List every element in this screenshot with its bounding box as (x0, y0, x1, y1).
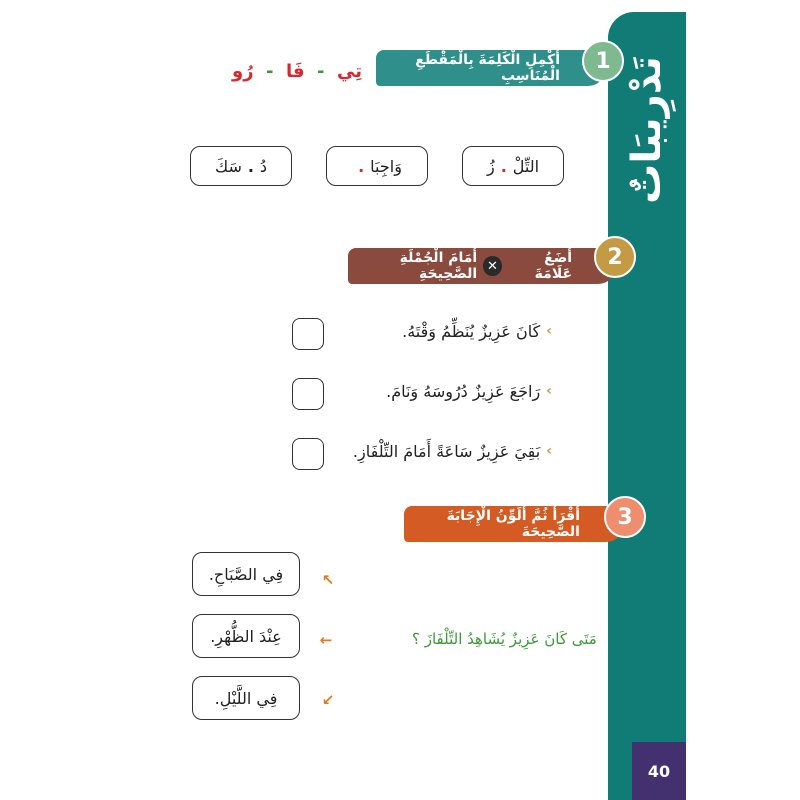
statement-text: رَاجَعَ عَزِيزٌ دُرُوسَهُ وَنَامَ. (386, 381, 541, 401)
statement-3 (353, 436, 552, 466)
statement-1 (402, 316, 552, 346)
syllable-separator: - (317, 60, 325, 82)
section2-number-badge: 2 (594, 236, 636, 278)
word-box-2[interactable] (326, 146, 428, 186)
blank-dot: . (247, 156, 254, 176)
syllable-option: تِي (337, 60, 362, 82)
arrow-left-icon: ← (319, 631, 333, 649)
section2-instruction-after: أَمَامَ الْجُمْلَةِ الصَّحِيحَةِ (399, 250, 478, 282)
statement-text: بَقِيَ عَزِيزٌ سَاعَةً أَمَامَ التِّلْفَازِ. (352, 441, 541, 461)
section1-banner (376, 50, 606, 86)
word-box-3[interactable] (190, 146, 292, 186)
section1-number-badge: 1 (582, 40, 624, 82)
answer-option-night[interactable]: فِي اللَّيْلِ. (192, 676, 300, 720)
question-text: مَتَى كَانَ عَزِيزٌ يُشَاهِدُ التِّلْفَازَ ؟ (412, 630, 597, 648)
statement-2 (386, 376, 552, 406)
word-box-1[interactable] (462, 146, 564, 186)
word-part-after: زُ (486, 156, 495, 176)
syllable-separator: - (266, 60, 274, 82)
section2-instruction-before: أَضَعُ عَلَامَةَ (534, 250, 573, 282)
blank-dot: . (358, 156, 365, 176)
chevron-icon: › (546, 443, 552, 459)
arrow-up-left-icon: ↖ (321, 571, 335, 589)
statement-3-checkbox[interactable] (292, 438, 324, 470)
word-part-before: دُ (259, 156, 268, 176)
answer-option-noon[interactable]: عِنْدَ الظُّهْرِ. (192, 614, 300, 658)
section1-instruction: أَكْمِلِ الْكَلِمَةَ بِالْمَقْطَعِ الْمُنَاسِبِ (415, 52, 560, 84)
statement-2-checkbox[interactable] (292, 378, 324, 410)
blank-dot: . (500, 156, 507, 176)
syllable-options (232, 56, 362, 86)
chevron-icon: › (546, 383, 552, 399)
syllable-option: رُو (232, 60, 254, 82)
section3-number-badge: 3 (604, 496, 646, 538)
syllable-option: فَا (286, 60, 305, 82)
answer-option-morning[interactable]: فِي الصَّبَاحِ. (192, 552, 300, 596)
word-part-before: وَاجِبَا (370, 156, 402, 176)
x-mark-icon: ✕ (483, 256, 501, 276)
section3-banner (404, 506, 624, 542)
word-part-before: التِّلْ (512, 156, 540, 176)
section2-banner (348, 248, 616, 284)
statement-text: كَانَ عَزِيزٌ يُنَظِّمُ وَقْتَهُ. (402, 321, 541, 341)
statement-1-checkbox[interactable] (292, 318, 324, 350)
word-part-after: سَكَ (214, 156, 242, 176)
exercises-title-text: تَدْرِيبَاتٌ (624, 56, 670, 204)
section3-instruction: أَقْرَأُ ثُمَّ أُلَوِّنُ الْإِجَابَةَ الصَّحِيحَةَ (446, 508, 580, 540)
chevron-icon: › (546, 323, 552, 339)
arrow-down-left-icon: ↙ (321, 691, 335, 709)
page-number: 40 (632, 742, 686, 800)
